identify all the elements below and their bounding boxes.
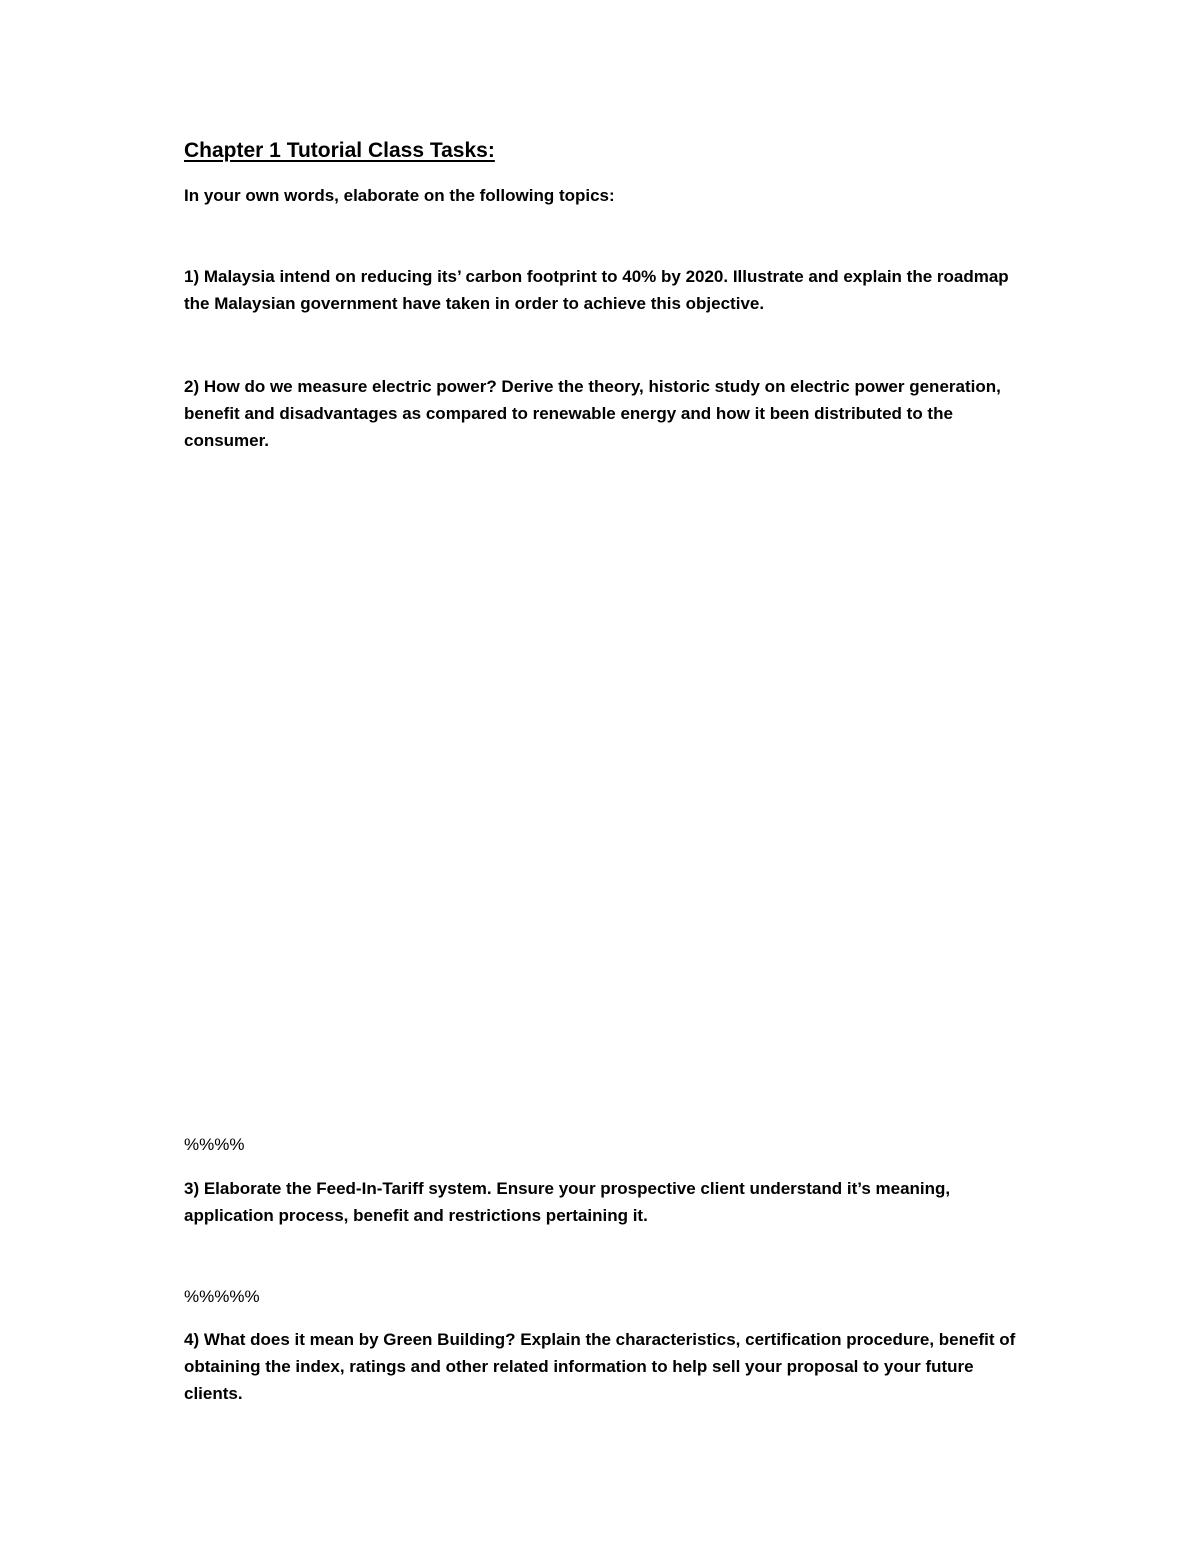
question-3: 3) Elaborate the Feed-In-Tariff system. Ensure your prospective client understand it’s meaning, application process, benefit and restrictions pertaining it. bbox=[184, 1179, 951, 1225]
question-2: 2) How do we measure electric power? Derive the theory, historic study on electric power generation, benefit and disadvantages as compared to renewable energy and how it been distributed to the consumer. bbox=[184, 377, 1001, 450]
separator-marker-1: %%%% bbox=[184, 1135, 245, 1154]
separator-marker-2: %%%%% bbox=[184, 1287, 260, 1306]
question-1: 1) Malaysia intend on reducing its’ carbon footprint to 40% by 2020. Illustrate and explain the roadmap the Malaysian government have taken in order to achieve this objective. bbox=[184, 267, 1009, 313]
page-title: Chapter 1 Tutorial Class Tasks: bbox=[184, 139, 495, 162]
question-4: 4) What does it mean by Green Building? Explain the characteristics, certification procedure, benefit of obtaining the index, ratings and other related information to help sell your proposal to your future clients. bbox=[184, 1330, 1016, 1403]
intro-text: In your own words, elaborate on the following topics: bbox=[184, 186, 615, 205]
